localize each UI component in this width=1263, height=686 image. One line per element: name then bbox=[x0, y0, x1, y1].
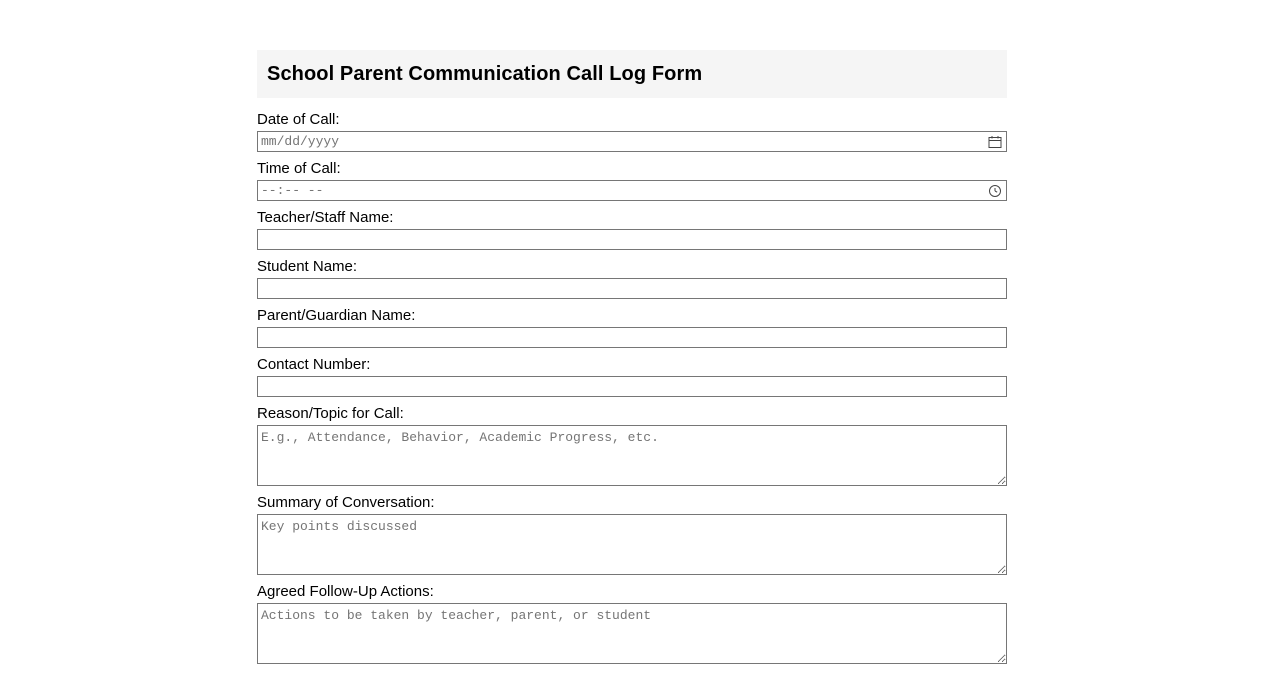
label-teacher-staff-name: Teacher/Staff Name: bbox=[257, 209, 394, 226]
field-parent-guardian-name bbox=[257, 306, 1007, 348]
field-contact-number bbox=[257, 355, 1007, 397]
field-time-of-call bbox=[257, 159, 1007, 201]
field-reason-topic bbox=[257, 404, 1007, 486]
time-of-call-wrapper bbox=[257, 180, 1007, 201]
label-reason-topic: Reason/Topic for Call: bbox=[257, 405, 404, 422]
label-contact-number: Contact Number: bbox=[257, 356, 371, 373]
student-name-input[interactable] bbox=[257, 278, 1007, 299]
form-fields bbox=[257, 110, 1007, 664]
field-followup bbox=[257, 582, 1007, 664]
summary-textarea[interactable] bbox=[257, 514, 1007, 575]
label-date-of-call: Date of Call: bbox=[257, 111, 340, 128]
contact-number-input[interactable] bbox=[257, 376, 1007, 397]
date-of-call-wrapper bbox=[257, 131, 1007, 152]
page-title: School Parent Communication Call Log Form bbox=[267, 63, 703, 85]
time-of-call-input[interactable] bbox=[257, 180, 1007, 201]
label-parent-guardian-name: Parent/Guardian Name: bbox=[257, 307, 416, 324]
field-teacher-staff-name bbox=[257, 208, 1007, 250]
call-log-form bbox=[257, 50, 1007, 671]
field-student-name bbox=[257, 257, 1007, 299]
teacher-staff-name-input[interactable] bbox=[257, 229, 1007, 250]
field-date-of-call bbox=[257, 110, 1007, 152]
label-summary: Summary of Conversation: bbox=[257, 494, 435, 511]
followup-textarea[interactable] bbox=[257, 603, 1007, 664]
reason-topic-textarea[interactable] bbox=[257, 425, 1007, 486]
label-student-name: Student Name: bbox=[257, 258, 358, 275]
field-summary bbox=[257, 493, 1007, 575]
label-followup: Agreed Follow-Up Actions: bbox=[257, 583, 434, 600]
label-time-of-call: Time of Call: bbox=[257, 160, 341, 177]
parent-guardian-name-input[interactable] bbox=[257, 327, 1007, 348]
date-of-call-input[interactable] bbox=[257, 131, 1007, 152]
form-header bbox=[257, 50, 1007, 98]
